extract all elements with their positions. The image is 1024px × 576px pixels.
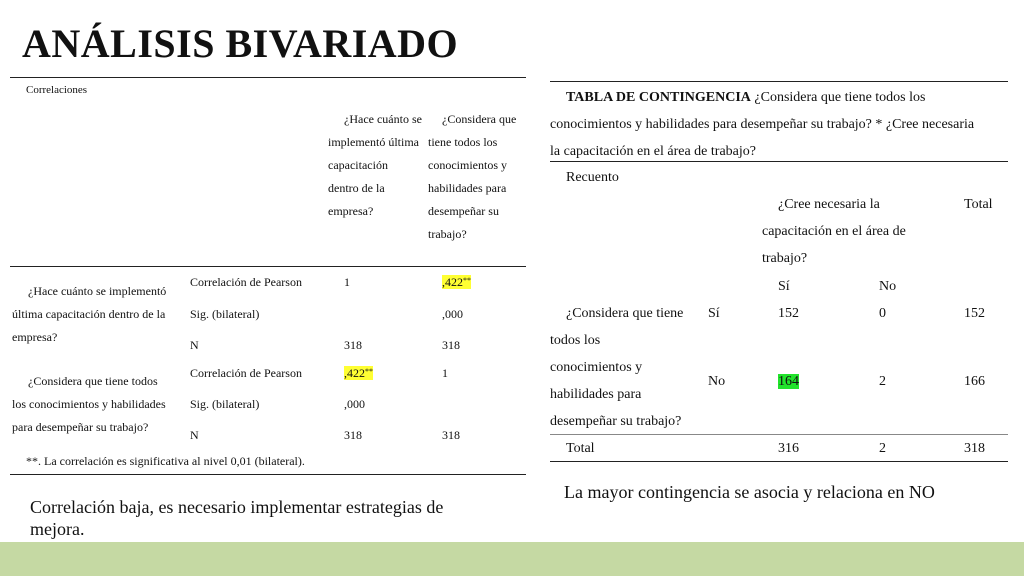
corr-r1-pearson-a: 1 [344, 275, 350, 289]
ct-title-line1 [550, 84, 1012, 111]
ct-si-no: 0 [879, 306, 886, 321]
ct-no-total: 166 [964, 374, 985, 389]
corr-header-rule [10, 266, 526, 267]
ct-title-bold: TABLA DE CONTINGENCIA [566, 90, 751, 105]
ct-no-no: 2 [879, 374, 886, 389]
footer-band [0, 542, 1024, 576]
significance-mark: ** [463, 276, 471, 285]
corr-r2-n-a: 318 [344, 428, 362, 442]
corr-row2-line: ¿Considera que tiene todos [28, 374, 158, 388]
highlight-green: 164 [778, 374, 799, 389]
ct-col-header-line: ¿Cree necesaria la [778, 197, 880, 212]
corr-col2-line: ¿Considera que [442, 112, 517, 126]
ct-row-label-line: ¿Considera que tiene [566, 306, 684, 321]
corr-r2-sig-a: ,000 [344, 397, 365, 411]
ct-tot-no: 2 [879, 441, 886, 456]
ct-row-label-line: desempeñar su trabajo? [550, 414, 682, 429]
corr-col1-line: dentro de la [328, 181, 385, 195]
corr-caption: Correlaciones [26, 84, 88, 96]
ct-title [550, 84, 1012, 165]
corr-r2-stat-sig: Sig. (bilateral) [190, 397, 260, 411]
corr-r1-stat-sig: Sig. (bilateral) [190, 307, 260, 321]
highlight-yellow [442, 275, 471, 289]
ct-row-label-line: todos los [550, 333, 601, 348]
corr-row1-line: ¿Hace cuánto se implementó [28, 284, 167, 298]
corr-row1-line: empresa? [12, 330, 58, 344]
corr-row2-line: para desempeñar su trabajo? [12, 420, 149, 434]
corr-row1-label [12, 280, 187, 349]
significance-mark: ** [365, 367, 373, 376]
corr-col2-line: trabajo? [428, 227, 467, 241]
ct-col-si: Sí [778, 279, 790, 294]
ct-tot-si: 316 [778, 441, 799, 456]
corr-col1-line: empresa? [328, 204, 374, 218]
corr-r1-pearson-b-value: ,422 [442, 275, 463, 289]
ct-no-si [778, 368, 799, 395]
corr-col2-line: conocimientos y [428, 158, 507, 172]
ct-col-header-line: capacitación en el área de [762, 224, 906, 239]
corr-col1-line: capacitación [328, 158, 388, 172]
highlight-yellow [344, 366, 373, 380]
corr-col2-line: tiene todos los [428, 135, 498, 149]
ct-row-no: No [708, 374, 726, 389]
corr-col1-header [328, 108, 434, 223]
ct-title-rest: ¿Considera que tiene todos los [750, 90, 926, 105]
corr-top-rule [10, 77, 526, 78]
ct-total-row-label: Total [566, 441, 595, 456]
ct-bottom-rule [550, 461, 1008, 462]
corr-row2-line: los conocimientos y habilidades [12, 397, 166, 411]
corr-r2-pearson-b: 1 [442, 366, 448, 380]
corr-r2-stat-pearson: Correlación de Pearson [190, 366, 302, 380]
ct-si-total: 152 [964, 306, 985, 321]
corr-col2-line: habilidades para [428, 181, 507, 195]
ct-row-label-line: conocimientos y [550, 360, 643, 375]
conclusion-contingency: La mayor contingencia se asocia y relaciona en NO [564, 482, 935, 502]
conclusion-correlation: Correlación baja, es necesario implementar estrategias de mejora. [30, 497, 444, 539]
corr-col1-line: implementó última [328, 135, 419, 149]
corr-row1-line: última capacitación dentro de la [12, 307, 166, 321]
ct-title-line2: conocimientos y habilidades para desempeñar su trabajo? * ¿Cree necesaria [550, 117, 975, 132]
corr-r2-pearson-a-value: ,422 [344, 366, 365, 380]
corr-col2-line: desempeñar su [428, 204, 499, 218]
ct-tot-total: 318 [964, 441, 985, 456]
corr-col1-line: ¿Hace cuánto se [344, 112, 422, 126]
corr-r1-pearson-b [442, 271, 471, 294]
ct-top-rule [550, 81, 1008, 82]
corr-r1-stat-pearson: Correlación de Pearson [190, 275, 302, 289]
ct-row-si: Sí [708, 306, 720, 321]
corr-r2-n-b: 318 [442, 428, 460, 442]
corr-row2-label [12, 370, 187, 439]
corr-r1-n-b: 318 [442, 338, 460, 352]
ct-row-label-line: habilidades para [550, 387, 642, 402]
ct-col-header [762, 191, 952, 272]
ct-si-si: 152 [778, 306, 799, 321]
ct-recuento: Recuento [566, 170, 619, 185]
ct-col-no: No [879, 279, 897, 294]
ct-title-rule [550, 161, 1008, 162]
ct-title-line3: la capacitación en el área de trabajo? [550, 144, 756, 159]
corr-r2-pearson-a [344, 362, 373, 385]
corr-bottom-rule [10, 474, 526, 475]
corr-r2-stat-n: N [190, 428, 199, 442]
ct-total-header: Total [964, 197, 993, 212]
corr-col2-header [428, 108, 532, 246]
corr-r1-stat-n: N [190, 338, 199, 352]
corr-footnote: **. La correlación es significativa al nivel 0,01 (bilateral). [26, 454, 305, 468]
ct-col-header-line: trabajo? [762, 251, 808, 266]
ct-row-label [550, 300, 710, 435]
page-title: ANÁLISIS BIVARIADO [22, 21, 459, 66]
corr-r1-n-a: 318 [344, 338, 362, 352]
corr-r1-sig-b: ,000 [442, 307, 463, 321]
